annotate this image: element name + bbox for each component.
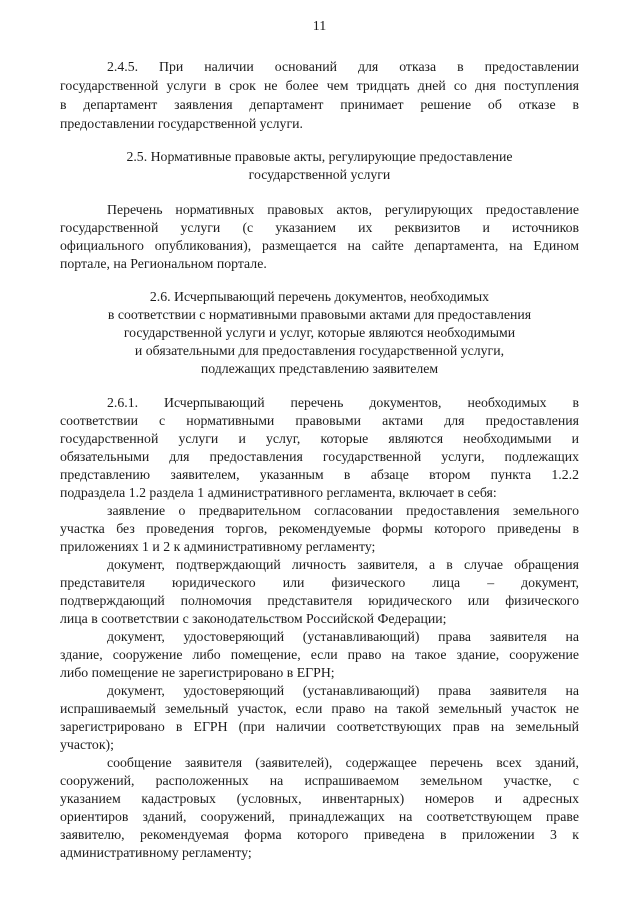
paragraph-line: 2.6.1. Исчерпывающий перечень документов, необходимых в bbox=[107, 395, 579, 410]
section-heading: в соответствии с нормативными правовыми актами для предоставления bbox=[107, 307, 532, 322]
paragraph-line: заявление о предварительном согласовании предоставления земельного bbox=[107, 503, 579, 518]
section-heading: и обязательными для предоставления государственной услуги, bbox=[134, 343, 505, 358]
section-heading: государственной услуги bbox=[248, 167, 391, 182]
paragraph-line: испрашиваемый земельный участок, если право на такой земельный участок не bbox=[60, 701, 579, 716]
paragraph-line: указанием кадастровых (условных, инвентарных) номеров и адресных bbox=[60, 791, 579, 806]
section-heading: подлежащих представлению заявителем bbox=[200, 361, 439, 376]
paragraph-line: лица в соответствии с законодательством Российской Федерации; bbox=[60, 611, 447, 626]
paragraph-line: участка без проведения торгов, рекомендуемые формы которого приведены в bbox=[60, 521, 579, 536]
paragraph-line: официального опубликования), размещается на сайте департамента, на Едином bbox=[60, 238, 579, 253]
paragraph-line: государственной услуги (с указанием их реквизитов и источников bbox=[60, 220, 579, 235]
paragraph-line: соответствии с нормативными правовыми актами для предоставления bbox=[60, 413, 579, 428]
paragraph-line: зарегистрировано в ЕГРН (при наличии соответствующих прав на земельный bbox=[60, 719, 579, 734]
page-number: 11 bbox=[312, 19, 327, 34]
section-heading: 2.6. Исчерпывающий перечень документов, необходимых bbox=[149, 289, 490, 304]
paragraph-line: сообщение заявителя (заявителей), содержащее перечень всех зданий, bbox=[107, 755, 579, 770]
paragraph-line: либо помещение не зарегистрировано в ЕГРН; bbox=[60, 665, 335, 680]
paragraph-line: документ, подтверждающий личность заявителя, а в случае обращения bbox=[107, 557, 579, 572]
paragraph-line: документ, удостоверяющий (устанавливающий) права заявителя на bbox=[107, 629, 579, 644]
paragraph-line: ориентиров зданий, сооружений, принадлежащих на соответствующем праве bbox=[60, 809, 579, 824]
paragraph-line: документ, удостоверяющий (устанавливающий) права заявителя на bbox=[107, 683, 579, 698]
paragraph-line: подтверждающий полномочия представителя юридического или физического bbox=[60, 593, 579, 608]
paragraph-line: здание, сооружение либо помещение, если право на такое здание, сооружение bbox=[60, 647, 579, 662]
paragraph-line: административному регламенту; bbox=[60, 845, 252, 860]
paragraph-line: представлению заявителем, указанным в абзаце втором пункта 1.2.2 bbox=[60, 467, 579, 482]
section-heading: государственной услуги и услуг, которые являются необходимыми bbox=[123, 325, 516, 340]
paragraph-line: представителя юридического или физического лица – документ, bbox=[60, 575, 579, 590]
section-heading: 2.5. Нормативные правовые акты, регулирующие предоставление bbox=[126, 149, 513, 164]
paragraph-line: 2.4.5. При наличии оснований для отказа в предоставлении bbox=[107, 59, 579, 74]
paragraph-line: сооружений, расположенных на испрашиваемом земельном участке, с bbox=[60, 773, 579, 788]
paragraph-line: государственной услуги и услуг, которые являются необходимыми и bbox=[60, 431, 579, 446]
paragraph-line: предоставлении государственной услуги. bbox=[60, 116, 303, 131]
paragraph-line: портале, на Региональном портале. bbox=[60, 256, 267, 271]
paragraph-line: подраздела 1.2 раздела 1 административного регламента, включает в себя: bbox=[60, 485, 497, 500]
paragraph-line: государственной услуги в срок не более чем тридцать дней со дня поступления bbox=[60, 78, 579, 93]
paragraph-line: приложениях 1 и 2 к административному регламенту; bbox=[60, 539, 376, 554]
paragraph-line: Перечень нормативных правовых актов, регулирующих предоставление bbox=[107, 202, 579, 217]
paragraph-line: участок); bbox=[60, 737, 114, 752]
paragraph-line: в департамент заявления департамент принимает решение об отказе в bbox=[60, 97, 579, 112]
paragraph-line: заявителю, рекомендуемая форма которого приведена в приложении 3 к bbox=[60, 827, 579, 842]
paragraph-line: обязательными для предоставления государственной услуги, подлежащих bbox=[60, 449, 579, 464]
